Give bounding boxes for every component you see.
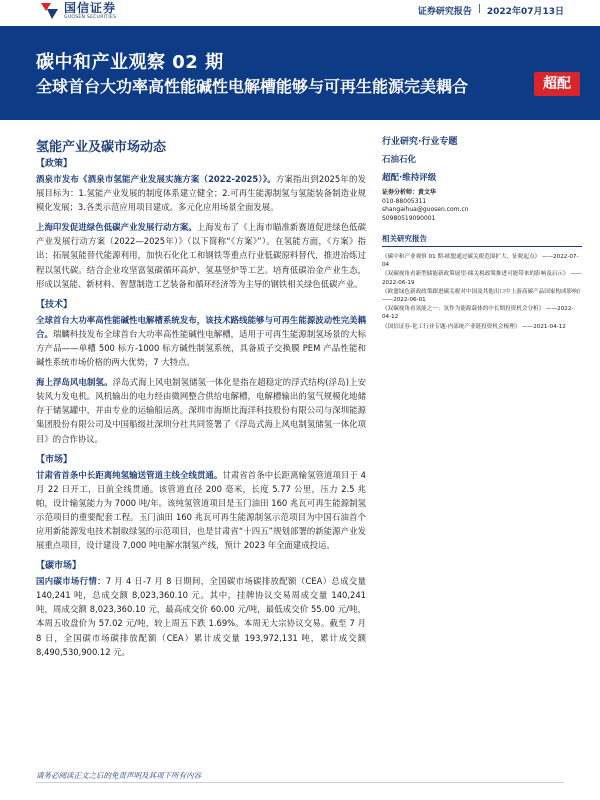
headline-pipeline: 甘肃省首条中长距离纯氢输送管道主线全线贯通。 (36, 469, 223, 480)
report-type: 证券研究报告 (417, 7, 472, 17)
top-header (0, 0, 600, 26)
analyst-name: 黄文华 (418, 189, 437, 196)
headline-shanghai: 上海印发促进绿色低碳产业发展行动方案。 (36, 222, 197, 233)
related-report-item[interactable]: 《国信证券-化工行业专题-内部统产业链投资机会梳理》 ——2021-04-12 (382, 323, 566, 330)
sidebar (382, 134, 582, 332)
related-report-item[interactable]: 《碳中和产业观察 01 期-欧盟通过碳关税范围扩大、征税起点》 ——2022-07-04 (382, 254, 579, 269)
paragraph-electrolyzer (36, 313, 366, 369)
logo-chinese-name: 国信证券 (64, 0, 117, 15)
related-report-item[interactable]: 《双碳视角看新型储能新政策展望-储关税政策推进可能带来的影响及启示》 ——2022-06-19 (382, 271, 582, 286)
header-separator: | (477, 4, 481, 14)
paragraph-pipeline (36, 468, 366, 553)
related-report-item[interactable]: 《欧盟绿色新政政策跟进碳关税对中国及其他出口中上游高碳产品国家构成影响》——2022-06-01 (382, 288, 581, 304)
analyst-label: 证券分析师： (382, 189, 419, 196)
logo-mark-icon (38, 1, 60, 21)
tag-carbon-market: 【碳市场】 (36, 561, 82, 572)
tag-tech: 【技术】 (36, 299, 73, 310)
related-report-item[interactable]: 《双碳视角看氢能之一：氢作为能源载体的中长期投资机会分析》 ——2022-04-12 (382, 306, 574, 321)
tag-policy: 【政策】 (36, 159, 73, 169)
analyst-phone: 010-88005311 (382, 197, 427, 205)
paragraph-jiuquan (36, 172, 366, 214)
company-logo (38, 1, 116, 21)
analyst-email[interactable]: shangaihua@guosen.com.cn (382, 206, 469, 213)
headline-jiuquan: 酒泉市发布《酒泉市氢能产业发展实施方案（2022-2025）》。 (36, 174, 276, 184)
report-title: 碳中和产业观察 02 期 (36, 52, 224, 73)
headline-electrolyzer: 全球首台大功率高性能碱性电解槽系统发布，该技术路线能够与可再生能源波动性完美耦合。 (36, 314, 366, 339)
paragraph-shanghai (36, 220, 366, 290)
analyst-info (382, 189, 582, 223)
main-content (36, 152, 366, 665)
body-pipeline: 甘肃省首条中长距离输氢管道项目于 4 月 22 日开工，日前全线贯通。该管道直径 200 毫米，长度 5.77 公里，压力 2.5 兆帕，设计输氢能力为 7000 吨/年。该纯氢管道项目是玉门油田 160 兆瓦可再生能源制氢示范项目的重要配套工程。玉门油田 160 兆瓦可再生能源制氢示范项目为中国石油首个应用新能源发电技术制取绿氢的示范项目，也是甘肃省“十四五”规划部署的新能源产业发展重点项目，设计建设 7,000 吨电解水制氢产线，预计 2023 年全面建成投运。 (36, 469, 366, 551)
sidebar-industry: 石油石化 (382, 155, 417, 165)
report-date: 2022年07月13日 (486, 7, 564, 17)
disclaimer-footer: 请务必阅读正文之后的免责声明及其项下所有内容 (36, 771, 201, 780)
body-offshore: 浮岛式海上风电制氢储氢一体化是指在超稳定的浮式结构(浮岛)上安装风力发电机。风机输出的电力经由微网整合供给电解槽，电解槽输出的氢气规模化地储存于储氢罐中，并由专业的运输船运离。深圳市海斯比海洋科技股份有限公司与深圳能源集团股份有限公司及中国船级社深圳分社共同签署了《浮岛式海上风电制氢储氢一体化项目》的合作协议。 (36, 377, 366, 444)
title-banner (0, 26, 600, 120)
body-jiuquan: 方案指出到2025年的发展目标为：1.氢能产业发展的制度体系建立健全；2.可再生能源制氢与氢能装备制造业规模化发展；3.各类示范应用项目建成。多元化应用场景全面发展。 (36, 174, 366, 213)
rating-badge: 超配 (534, 72, 580, 96)
tag-market: 【市场】 (36, 454, 73, 465)
body-electrolyzer: 瑞麟科技发布全球首台大功率高性能碱性电解槽，适用于可再生能源制氢场景的大标方产品——单槽 500 标方-1000 标方碱性制氢系统，具备质子交换膜 PEM 产品性能和碱性系统市场价格的两大优势，7 大特点。 (36, 328, 367, 368)
report-subtitle: 全球首台大功率高性能碱性电解槽能够与可再生能源完美耦合 (36, 77, 469, 96)
related-reports-list (382, 253, 582, 331)
body-carbon: 7 月 4 日-7 月 8 日期间，全国碳市场碳排放配额（CEA）总成交量 140,241 吨，总成交额 8,023,360.10 元。其中，挂牌协议交易周成交量 140,241 吨，周成交额 8,023,360.10 元，最高成交价 60.00 元/吨，最低成交价 55.00 元/吨，本周五收盘价为 57.02 元/吨，较上周五下跌 1.69%。本周无大宗协议交易。截至 7 月 8 日，全国碳市场碳排放配额（CEA）累计成交量 193,972,131 吨，累计成交额 8,490,530,900.12 元。 (36, 576, 366, 657)
sidebar-category: 行业研究·行业专题 (382, 137, 458, 147)
footer-divider (36, 782, 564, 783)
sidebar-rating: 超配·维持评级 (382, 173, 437, 183)
header-meta (418, 4, 564, 17)
paragraph-offshore (36, 375, 366, 445)
headline-carbon: 国内碳市场行情： (36, 576, 106, 587)
analyst-license: S0980519090001 (382, 214, 436, 222)
body-shanghai: 上海发布了《上海市瞄准新赛道促进绿色低碳产业发展行动方案（2022—2025年）》（以下简称“《方案》”）。在氢能方面，《方案》指出：拓展氢能替代能源利用，加快石化化工和钢铁等重点行业低碳原料替代，推进冶炼过程以氢代碳。结合企业攻坚富氢碳循环高炉、氢基竖炉等工艺。培育低碳冶金产业生态，形成以氢能、新材料、智慧制造工艺装备和循环经济等为主导的钢铁相关绿色低碳产业。 (36, 222, 366, 289)
logo-english-name: GUOSEN SECURITIES (64, 14, 117, 20)
headline-offshore: 海上浮岛风电制氢。 (36, 377, 113, 388)
paragraph-carbon (36, 574, 366, 659)
related-reports-title: 相关研究报告 (382, 233, 582, 247)
section-title: 氢能产业及碳市场动态 (36, 140, 167, 155)
